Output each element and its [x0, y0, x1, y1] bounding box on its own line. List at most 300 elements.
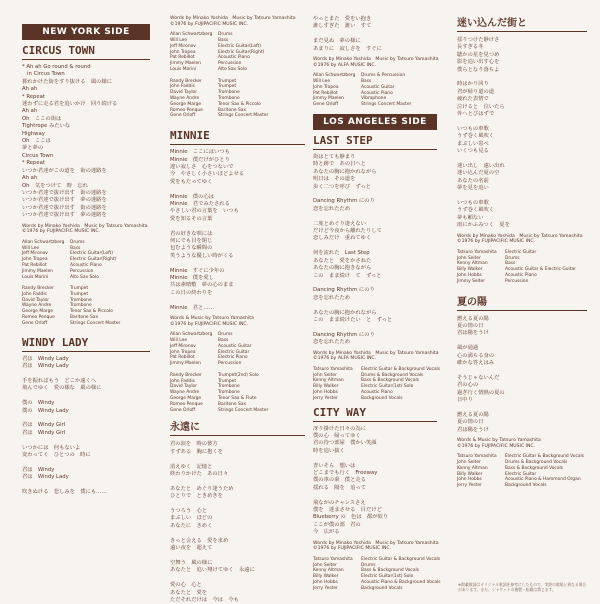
lyric-line: 変わってく ひとつの 時に: [22, 451, 91, 458]
lyric-line: 長すぎる冬: [457, 44, 484, 51]
lyric-line: [457, 118, 587, 125]
musician-name: Wayne Andre: [170, 390, 200, 396]
lyric-line: 心の満ちる身の: [457, 352, 495, 359]
lyric-line: あなたと めぐり逢うため: [170, 485, 234, 492]
lyric-line: [170, 186, 305, 193]
song-title: LAST STEP: [313, 134, 437, 150]
musician-role: Tenor Sax & Piccolo: [70, 309, 113, 315]
lyric-line: [170, 530, 305, 537]
musician-name: Gene Orloff: [170, 113, 196, 119]
lyric-line: 今 やさしく小さいほどよせる: [170, 171, 245, 178]
musician-name: John Tropea: [22, 257, 48, 263]
musician-name: Romeo Penque: [22, 315, 55, 321]
musician-name: Kenny Altman: [457, 465, 488, 471]
lyric-line: 僕を 迷まさせる 目だけど: [313, 507, 382, 513]
lyric-line: [22, 393, 150, 400]
song-title: 迷い込んだ街と: [457, 14, 587, 32]
lyric-line: [457, 367, 587, 374]
lyric-line: Blueberry の 色は 都が似り: [313, 514, 389, 521]
musician-role: Acoustic Guitar: [218, 343, 252, 349]
musician-name: John Seiter: [457, 460, 481, 466]
musician-name: David Taylor: [170, 90, 198, 96]
song-title: CITY WAY: [313, 406, 437, 422]
lyric-line: 揺りつけた静けさ: [457, 37, 500, 43]
musician-role: Bass & Background Vocals: [505, 465, 564, 471]
column-4: [457, 0, 587, 598]
lyric-line: 君が帰り道の道: [457, 88, 495, 95]
lyric-line: ただそれだけは 今は 今も: [170, 596, 239, 603]
lyric-line: 僕の車の乗 僕と走る: [313, 477, 366, 484]
lyric-line: Minnie 僕を愛し: [170, 275, 214, 282]
musician-name: Randy Brecker: [22, 286, 54, 292]
musician-name: Gene Orloff: [170, 407, 196, 413]
lyric-line: 外へとびはずで: [457, 111, 495, 118]
lyric-line: いつかには 何もないよ: [22, 444, 81, 451]
songwriter-credit: Words & Music by Tatsuro Yamashita ©1976 by FUJIPACIFIC MUSIC INC.: [457, 438, 541, 449]
lyric-line: いつか君達がこの道を 街の迷路を: [22, 167, 107, 174]
musician-name: Jeff Mironov: [170, 343, 196, 349]
musician-name: Pat Rebillot: [22, 262, 47, 268]
lyric-line: [457, 193, 587, 200]
musician-name: David Taylor: [22, 297, 50, 303]
lyric-line: あまりに 寂しさを すぐに: [313, 45, 382, 52]
lyric-line: 何を流れた Last Step: [313, 250, 370, 257]
lyric-line: 燃える夏の陽: [457, 411, 489, 418]
lyric-line: いつもの車歌: [457, 125, 489, 132]
lyrics-block: [457, 316, 587, 435]
musician-name: Billy Walker: [457, 267, 483, 273]
musician-credits: [313, 556, 441, 592]
lyric-line: 燃える夏の陽: [457, 315, 489, 322]
lyric-line: [170, 456, 305, 463]
lyric-line: 恋を忘れたため: [313, 205, 351, 212]
lyrics-block: [22, 64, 150, 220]
musician-role: Trumpet: [218, 378, 237, 384]
lyric-line: Dancing Rhythm にのり: [313, 287, 375, 294]
musician-credits: [313, 366, 441, 402]
lyric-line: 消えゆく 記憶と: [170, 463, 213, 470]
lyrics-block: [313, 426, 437, 537]
musician-name: Jimmy Seiter: [457, 278, 485, 284]
lyric-line: あなたと 追い翔けてゆく 永遠に: [170, 567, 255, 574]
lyric-line: 時を追い抜く: [313, 447, 345, 454]
songwriter-credit: Words by Minako Yoshida Music by Tatsuro Yamashita ©1976 by FUJIPACIFIC MUSIC INC.: [457, 233, 583, 245]
credit-row: [313, 102, 437, 108]
lyric-line: Dancing Rhythm にのり: [313, 331, 375, 338]
lyric-line: 笑うような優しい時がくる: [170, 252, 234, 259]
musician-role: Strings Concert Master: [70, 320, 121, 326]
lyric-line: 僕の心 帰ってゆく: [313, 432, 361, 439]
musician-role: Drums & Background Vocals: [361, 372, 424, 378]
lyric-line: 違い寂しさ 心をつないで: [170, 163, 234, 170]
musician-role: Acoustic Piano: [218, 55, 250, 61]
song-title: MINNIE: [170, 129, 305, 145]
musician-name: Billy Walker: [313, 384, 339, 390]
musician-name: John Tropea: [313, 84, 339, 90]
musician-name: Jimmy Maelen: [22, 268, 53, 274]
credit-row: [313, 586, 437, 592]
lyric-line: 共は素晴敷 夢の心のまま: [170, 282, 234, 289]
lyric-line: 今 広がる: [313, 529, 340, 536]
musician-role: Electric Guitar(Right): [218, 49, 265, 55]
musician-name: Jeff Mironov: [22, 251, 48, 257]
lyric-line: [313, 455, 437, 462]
credit-row: [170, 113, 305, 119]
musician-role: Electric Piano: [218, 355, 248, 361]
musician-name: John Seiter: [313, 372, 337, 378]
lyric-line: in Circus Town: [22, 71, 65, 78]
lyric-line: 過ぎ行く情熱の夏の: [457, 389, 505, 396]
lyric-line: 街はとても静まり: [313, 154, 356, 160]
musician-credits: [170, 32, 305, 119]
lyrics-block: [22, 356, 150, 497]
musician-role: Baritone Sax: [70, 315, 99, 321]
musician-name: Will Lee: [170, 338, 188, 344]
musician-role: Bass: [361, 79, 372, 85]
lyric-line: [170, 478, 305, 485]
musician-role: Electric Guitar & Background Vocals: [505, 454, 585, 460]
musician-role: Electric Guitar & Background Vocals: [361, 366, 441, 372]
musician-name: John Hobbs: [457, 272, 482, 278]
lyric-line: いつか君達で抜け出す 街の迷路を: [22, 204, 107, 211]
lyric-line: 聴かの星を見つめ: [457, 51, 500, 58]
musician-name: Romeo Penque: [170, 107, 203, 113]
lyric-line: 夏の情の日: [457, 419, 484, 426]
musician-role: Drums: [70, 239, 85, 245]
lyric-line: 影を追い出す心を: [457, 59, 500, 66]
lyric-line: Minnie 君と……: [170, 304, 214, 311]
musician-name: Allan Schwartzberg: [22, 239, 65, 245]
musician-role: Strings Concert Master: [218, 113, 269, 119]
lyric-line: 君の待つ部屋 僕かい笑顔: [313, 440, 377, 447]
musician-role: Alto Sax Solo: [70, 274, 99, 280]
lyric-line: あなたに きめく: [170, 522, 213, 529]
musician-name: Jimmy Maelen: [170, 361, 201, 367]
lyric-line: [313, 302, 437, 309]
musician-name: Gene Orloff: [22, 320, 48, 326]
musician-credits: [170, 332, 305, 413]
lyric-line: 僕の Windy Lady: [22, 407, 69, 414]
lyric-line: 疲れた表情で: [457, 96, 489, 103]
musician-name: John Hobbs: [313, 580, 338, 585]
lyric-line: Highway: [22, 130, 45, 137]
musician-name: Jerry Yester: [457, 483, 482, 489]
musician-name: Jimmy Maelen: [170, 61, 201, 67]
credit-row: [457, 279, 587, 285]
lyric-line: あなたの胸に抱かれながら: [313, 309, 377, 316]
musician-role: Alto Sax Solo: [218, 66, 247, 72]
lyric-line: 手を振ればもう どこか遠くへ: [22, 377, 97, 384]
musician-role: Trombone: [218, 90, 240, 96]
column-1: [22, 0, 150, 598]
lyric-line: やさしい君の言葉を いつも: [170, 208, 239, 215]
lyric-line: Minnie すぐに少年の: [170, 267, 225, 274]
musician-name: John Hobbs: [313, 389, 338, 395]
musician-role: Tenor Sax & Flute: [218, 396, 257, 402]
musician-name: John Faddis: [22, 291, 47, 297]
musician-role: Bass: [218, 37, 229, 43]
musician-role: Trombone: [218, 390, 240, 396]
lyric-line: Ah ah: [22, 108, 38, 115]
lyric-line: 愛をもたってゆく: [170, 178, 213, 185]
musician-name: David Taylor: [170, 384, 198, 390]
songwriter-credit: Words by Minako Yoshida Music by Tatsuro Yamashita ©1976 by FUJIPACIFIC MUSIC INC.: [313, 540, 439, 552]
lyric-line: Oh ここは: [22, 138, 51, 145]
lyric-line: あなたと 愛をかさねた: [313, 257, 372, 264]
musician-role: Electric Guitar(Right): [70, 257, 117, 263]
lyric-line: Ah ah: [22, 175, 38, 182]
lyric-line: * Ah ah Go round & round: [22, 64, 91, 70]
musician-name: Will Lee: [313, 79, 331, 85]
lyric-line: いつか君達で抜け出す 夢の迷路を: [22, 197, 107, 204]
lyric-line: 僕らとなり落ちよ: [457, 66, 500, 73]
lyric-line: 飛んでゆく 愛の様な 風の様に: [22, 385, 102, 392]
musician-role: Acoustic Piano: [505, 272, 537, 278]
musician-role: Tenor Sax & Piccolo: [218, 101, 261, 107]
lyric-line: あなたの胸に抱かれながら: [313, 168, 377, 175]
lyric-line: 風が通過: [457, 345, 479, 352]
lyric-line: Circus Town: [22, 152, 54, 159]
lyric-line: [313, 324, 437, 331]
musician-name: George Marge: [22, 309, 54, 315]
lyric-line: 君は Windy Lady: [22, 355, 69, 362]
lyric-line: 夢と夢の: [22, 145, 44, 152]
musician-name: Billy Walker: [313, 574, 339, 580]
lyric-line: 青いそら 想いは: [313, 462, 356, 469]
lyric-line: 雨にかふみつく 夏を: [457, 222, 510, 229]
musician-role: Trombone: [218, 384, 240, 390]
musician-name: John Faddis: [170, 378, 195, 384]
lyrics-block: [457, 37, 587, 230]
musician-name: Louis Marini: [170, 66, 197, 72]
lyric-line: 冴り掛けた日々の為に: [313, 425, 366, 432]
lyric-line: うず巻く風吹く: [457, 133, 495, 140]
musician-role: Electric Guitar(Left): [70, 251, 113, 257]
musician-role: Trumpet: [70, 291, 89, 297]
lyric-line: 確かな答えはみ: [457, 359, 495, 366]
musician-role: Strings Concert Master: [361, 102, 412, 108]
lyric-line: うず巻く風吹く: [457, 207, 495, 214]
lyric-line: 迷い込んだ夏の空: [457, 170, 500, 177]
lyric-line: 君は Windy Girl: [22, 429, 66, 436]
lyric-line: 吹きぬける 悲しみを 僕にも……: [22, 488, 107, 495]
musician-credits: [457, 454, 587, 489]
lyric-line: Minnie 僕の心は: [170, 193, 214, 200]
lyric-line: 包むような瞬間の: [170, 245, 213, 252]
musician-credits: [22, 240, 150, 327]
musician-role: Acoustic Piano & Hammond Organ: [505, 477, 581, 483]
musician-name: Pat Rebillot: [170, 355, 195, 361]
lyric-line: Minnie 僕だけがひとり: [170, 156, 230, 163]
lyric-line: [22, 370, 150, 377]
lyric-line: 迷い出し 遠い出れ: [457, 162, 505, 169]
lyric-line: 君の心の: [457, 382, 479, 389]
musician-role: Trombone: [70, 303, 92, 309]
lyric-line: 空舞う 風の様に: [170, 559, 213, 566]
lyric-line: [170, 501, 305, 508]
musician-name: Pat Rebillot: [170, 55, 195, 61]
lyric-line: [22, 459, 150, 466]
lyric-line: * Repeat: [22, 160, 45, 167]
lyric-line: 恋を忘れたため: [313, 339, 351, 346]
musician-name: Kenny Altman: [457, 261, 488, 267]
musician-name: Billy Walker: [457, 471, 483, 477]
lyric-line: まぶしい窓べ: [457, 140, 489, 147]
musician-name: Romeo Penque: [170, 401, 203, 407]
lyric-line: いくつも見る: [457, 148, 489, 155]
musician-role: Percussion: [218, 361, 242, 367]
musician-role: Acoustic Piano: [70, 262, 102, 268]
musician-name: Gene Orloff: [313, 102, 339, 108]
lyric-line: 僕の Windy: [22, 400, 55, 407]
lyric-line: [22, 482, 150, 489]
lyric-line: Minnie ここにはいつも: [170, 149, 230, 156]
lyric-line: Tightrope みたいな: [22, 123, 71, 130]
lyric-line: 愛を知るその言葉: [170, 215, 213, 222]
musician-role: Drums & Percussion: [361, 73, 406, 79]
lyric-line: あなたの胸に抱きながら: [313, 265, 372, 272]
musician-role: Drums & Background Vocals: [505, 460, 568, 466]
musician-name: Tatsuro Yamashita: [457, 249, 497, 255]
musician-role: Background Vocals: [361, 395, 403, 401]
lyric-line: だけど今夜から離れたりして: [313, 228, 382, 235]
lyric-line: うつろう 心と: [170, 508, 208, 515]
lyric-line: 君は Windy Lady: [22, 474, 69, 481]
lyric-line: 二度とめぐり逢えない: [313, 220, 366, 227]
musician-role: Bass: [505, 261, 516, 267]
musician-role: Trumpet: [218, 84, 237, 90]
lyric-line: 明日は その道を: [313, 176, 356, 183]
lyric-line: 君の涙を 時の彼方: [170, 441, 218, 448]
song-title: 夏の陽: [457, 293, 587, 311]
lyric-line: Oh ここの街は: [22, 115, 62, 122]
musician-role: Electric Guitar: [505, 471, 537, 477]
musician-role: Baritone Sax: [218, 107, 247, 113]
musician-role: Electric Guitar(Left): [218, 43, 261, 49]
musician-role: Baritone Sax: [218, 401, 247, 407]
musician-name: John Tropea: [170, 49, 196, 55]
credit-row: [313, 396, 437, 402]
lyric-line: そうじゃないんだ: [457, 374, 500, 381]
musician-role: Percussion: [70, 268, 94, 274]
musician-name: Tatsuro Yamashita: [457, 454, 497, 460]
lyric-line: Oh 気をつけて 時 忘れ: [22, 182, 88, 189]
musician-name: John Tropea: [170, 349, 196, 355]
musician-name: Allan Schwartzberg: [313, 73, 356, 79]
lyric-line: 君は Windy Lady: [22, 363, 69, 370]
lyric-line: Minnie 君でみたされる: [170, 200, 230, 207]
musician-role: Acoustic Piano: [361, 90, 393, 96]
musician-role: Trombone: [70, 297, 92, 303]
musician-role: Trumpet(2nd) Solo: [218, 372, 259, 378]
lyrics-block: [313, 154, 437, 347]
lyric-line: [170, 297, 305, 304]
musician-role: Background Vocals: [361, 585, 403, 591]
songwriter-credit: Words by Minako Yoshida Music by Tatsuro Yamashita ©1976 by ALFA MUSIC INC.: [313, 350, 439, 362]
lyric-line: 揺れる 陽を 追って: [313, 484, 366, 491]
musician-name: Tatsuro Yamashita: [313, 556, 353, 562]
musician-name: George Marge: [170, 396, 202, 402]
musician-name: Jimmy Maelen: [313, 96, 344, 102]
musician-role: Electric Guitar(1st) Solo: [361, 574, 414, 580]
songwriter-credit: Words by Minako Yoshida Music by Tatsuro Yamashita ©1976 by ALFA MUSIC INC.: [313, 57, 439, 68]
lyric-line: 暮れかけた街をすり抜ける 風の様に: [22, 78, 113, 85]
lyric-line: Dancing Rhythm にのり: [313, 198, 375, 205]
musician-credits: [313, 73, 437, 108]
lyric-line: 夢を見を追い: [457, 185, 489, 192]
lyric-line: [170, 223, 305, 230]
musician-role: Drums: [218, 32, 233, 38]
musician-role: Bass & Background Vocals: [361, 378, 420, 384]
musician-name: Jeff Mironov: [170, 43, 196, 49]
songwriter-credit: Words by Minako Yoshida Music by Tatsuro Yamashita ©1976 by FUJIPACIFIC MUSIC INC.: [170, 16, 296, 27]
los-angeles-side-header: LOS ANGELES SIDE: [313, 114, 437, 130]
lyric-line: いつか君達で抜け出す 街の迷路を: [22, 189, 107, 196]
musician-name: John Hobbs: [457, 477, 482, 483]
musician-role: Electric Guitar(1st) Solo: [361, 384, 414, 390]
musician-role: Acoustic Guitar & Electric Guitar: [505, 267, 576, 273]
musician-role: Bass: [218, 338, 229, 344]
musician-name: Jerry Yester: [313, 395, 338, 401]
musician-role: Percussion: [218, 61, 242, 67]
musician-credits: [457, 250, 587, 285]
musician-role: Trumpet: [218, 78, 237, 84]
musician-role: Trumpet: [70, 286, 89, 292]
musician-role: Drums: [505, 255, 520, 261]
lyric-line: Ah ah: [22, 86, 38, 93]
musician-name: Louis Marini: [22, 274, 49, 280]
lyric-line: [22, 437, 150, 444]
lyric-line: 時と跡で あの日へと: [313, 161, 366, 168]
musician-role: Trombone: [218, 95, 240, 101]
lyric-line: この日の終わりを: [170, 289, 213, 296]
musician-name: Wayne Andre: [22, 303, 52, 309]
musician-role: Bass: [70, 245, 81, 251]
lyric-line: 君の好きな唄には: [170, 230, 213, 237]
musician-name: Tatsuro Yamashita: [313, 366, 353, 372]
musician-role: Bass & Background Vocals: [361, 568, 420, 574]
lyric-line: この まま続けたい と ずっと: [313, 316, 393, 323]
lyric-line: ここが僕の部 君の: [313, 521, 361, 528]
lyrics-block: [313, 16, 437, 53]
musician-role: Percussion: [505, 278, 529, 284]
musician-name: John Faddis: [170, 84, 195, 90]
lyrics-block: [170, 149, 305, 312]
song-title: WINDY LADY: [22, 336, 150, 352]
lyric-line: いつか君達で抜け出す 夢の迷路を: [22, 212, 107, 219]
lyric-line: 遠い夜を 超えて: [170, 545, 213, 552]
lyric-line: あなたの名前: [457, 177, 489, 184]
lyric-line: * Repeat: [22, 93, 45, 100]
musician-role: Acoustic Piano & Background Vocals: [361, 580, 441, 585]
lyric-line: 飛ながのチャンスさえ: [313, 499, 366, 506]
musician-name: Jerry Yester: [313, 585, 338, 591]
lyric-line: やっとまた 愛をい抱き: [313, 16, 372, 22]
lyric-line: 誰しすぎた 誰い すて: [313, 23, 372, 30]
lyric-line: きっと会える 愛を求め: [170, 537, 229, 544]
lyric-line: この まま続け て ずっと: [313, 272, 382, 279]
musician-role: Vibraphone: [361, 96, 387, 102]
lyric-line: 君は Windy: [22, 466, 55, 473]
songwriter-credit: Words by Minako Yoshida Music by Tatsuro Yamashita ©1976 by FUJIPACIFIC MUSIC INC.: [22, 223, 148, 235]
lyric-line: 君は陽をうけ: [457, 330, 489, 337]
musician-role: Electric Guitar: [505, 249, 537, 255]
lyric-line: 何にでも目を閉じ: [170, 238, 213, 245]
lyric-line: まだ見ぬ 夢の様に: [313, 38, 361, 45]
musician-name: Pat Rebillot: [313, 90, 338, 96]
lyric-line: すずある 胸に抱くを: [170, 448, 224, 455]
lyric-line: [170, 260, 305, 267]
